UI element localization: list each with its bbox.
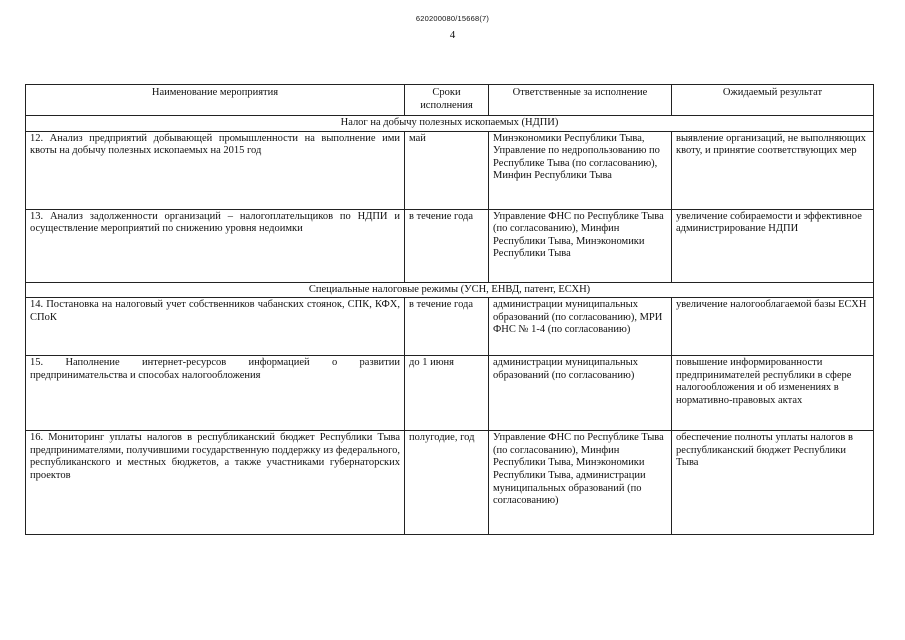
- section-title: Специальные налоговые режимы (УСН, ЕНВД, патент, ЕСХН): [26, 282, 874, 298]
- responsible-cell: Минэкономики Республики Тыва, Управление по недропользованию по Республике Тыва (по согласованию), Минфин Республики Тыва: [489, 131, 672, 209]
- result-cell: выявление организаций, не выполняющих квоту, и принятие соответствующих мер: [672, 131, 874, 209]
- header-activity: Наименование мероприятия: [26, 85, 405, 116]
- section-title: Налог на добычу полезных ископаемых (НДПИ): [26, 116, 874, 132]
- deadline-cell: май: [405, 131, 489, 209]
- header-deadline: Сроки исполнения: [405, 85, 489, 116]
- deadline-cell: в течение года: [405, 209, 489, 282]
- result-cell: обеспечение полноты уплаты налогов в республиканский бюджет Республики Тыва: [672, 431, 874, 535]
- deadline-cell: в течение года: [405, 298, 489, 356]
- deadline-cell: до 1 июня: [405, 356, 489, 431]
- section-row-ndpi: [26, 116, 874, 132]
- result-cell: повышение информированности предпринимателей республики в сфере налогообложения и об изменениях в нормативно-правовых актах: [672, 356, 874, 431]
- document-id: 620200080/15668(7): [415, 14, 490, 23]
- activity-cell: 16. Мониторинг уплаты налогов в республиканский бюджет Республики Тыва предпринимателями, получившими государственную поддержку из федерального, республиканского и местных бюджетов, а также участниками губернаторских проектов: [26, 431, 405, 535]
- result-cell: увеличение налогооблагаемой базы ЕСХН: [672, 298, 874, 356]
- responsible-cell: Управление ФНС по Республике Тыва (по согласованию), Минфин Республики Тыва, Минэкономики Республики Тыва, администрации муниципальных образований (по согласованию): [489, 431, 672, 535]
- responsible-cell: Управление ФНС по Республике Тыва (по согласованию), Минфин Республики Тыва, Минэкономики Республики Тыва: [489, 209, 672, 282]
- page-number: 4: [449, 29, 456, 41]
- activity-cell: 14. Постановка на налоговый учет собственников чабанских стоянок, СПК, КФХ, СПоК: [26, 298, 405, 356]
- activity-cell: 13. Анализ задолженности организаций – налогоплательщиков по НДПИ и осуществление мероприятий по снижению уровня недоимки: [26, 209, 405, 282]
- header-result: Ожидаемый результат: [672, 85, 874, 116]
- table-row: [26, 356, 874, 431]
- table-row: [26, 131, 874, 209]
- table-row: [26, 209, 874, 282]
- deadline-cell: полугодие, год: [405, 431, 489, 535]
- result-cell: увеличение собираемости и эффективное администрирование НДПИ: [672, 209, 874, 282]
- section-row-special: [26, 282, 874, 298]
- table-row: [26, 298, 874, 356]
- responsible-cell: администрации муниципальных образований (по согласованию), МРИ ФНС № 1-4 (по согласованию): [489, 298, 672, 356]
- activity-cell: 12. Анализ предприятий добывающей промышленности на выполнение ими квоты на добычу полезных ископаемых на 2015 год: [26, 131, 405, 209]
- measures-table: [25, 84, 874, 535]
- table-header-row: [26, 85, 874, 116]
- table-row: [26, 431, 874, 535]
- responsible-cell: администрации муниципальных образований (по согласованию): [489, 356, 672, 431]
- activity-cell: 15. Наполнение интернет-ресурсов информацией о развитии предпринимательства и способах налогообложения: [26, 356, 405, 431]
- header-responsible: Ответственные за исполнение: [489, 85, 672, 116]
